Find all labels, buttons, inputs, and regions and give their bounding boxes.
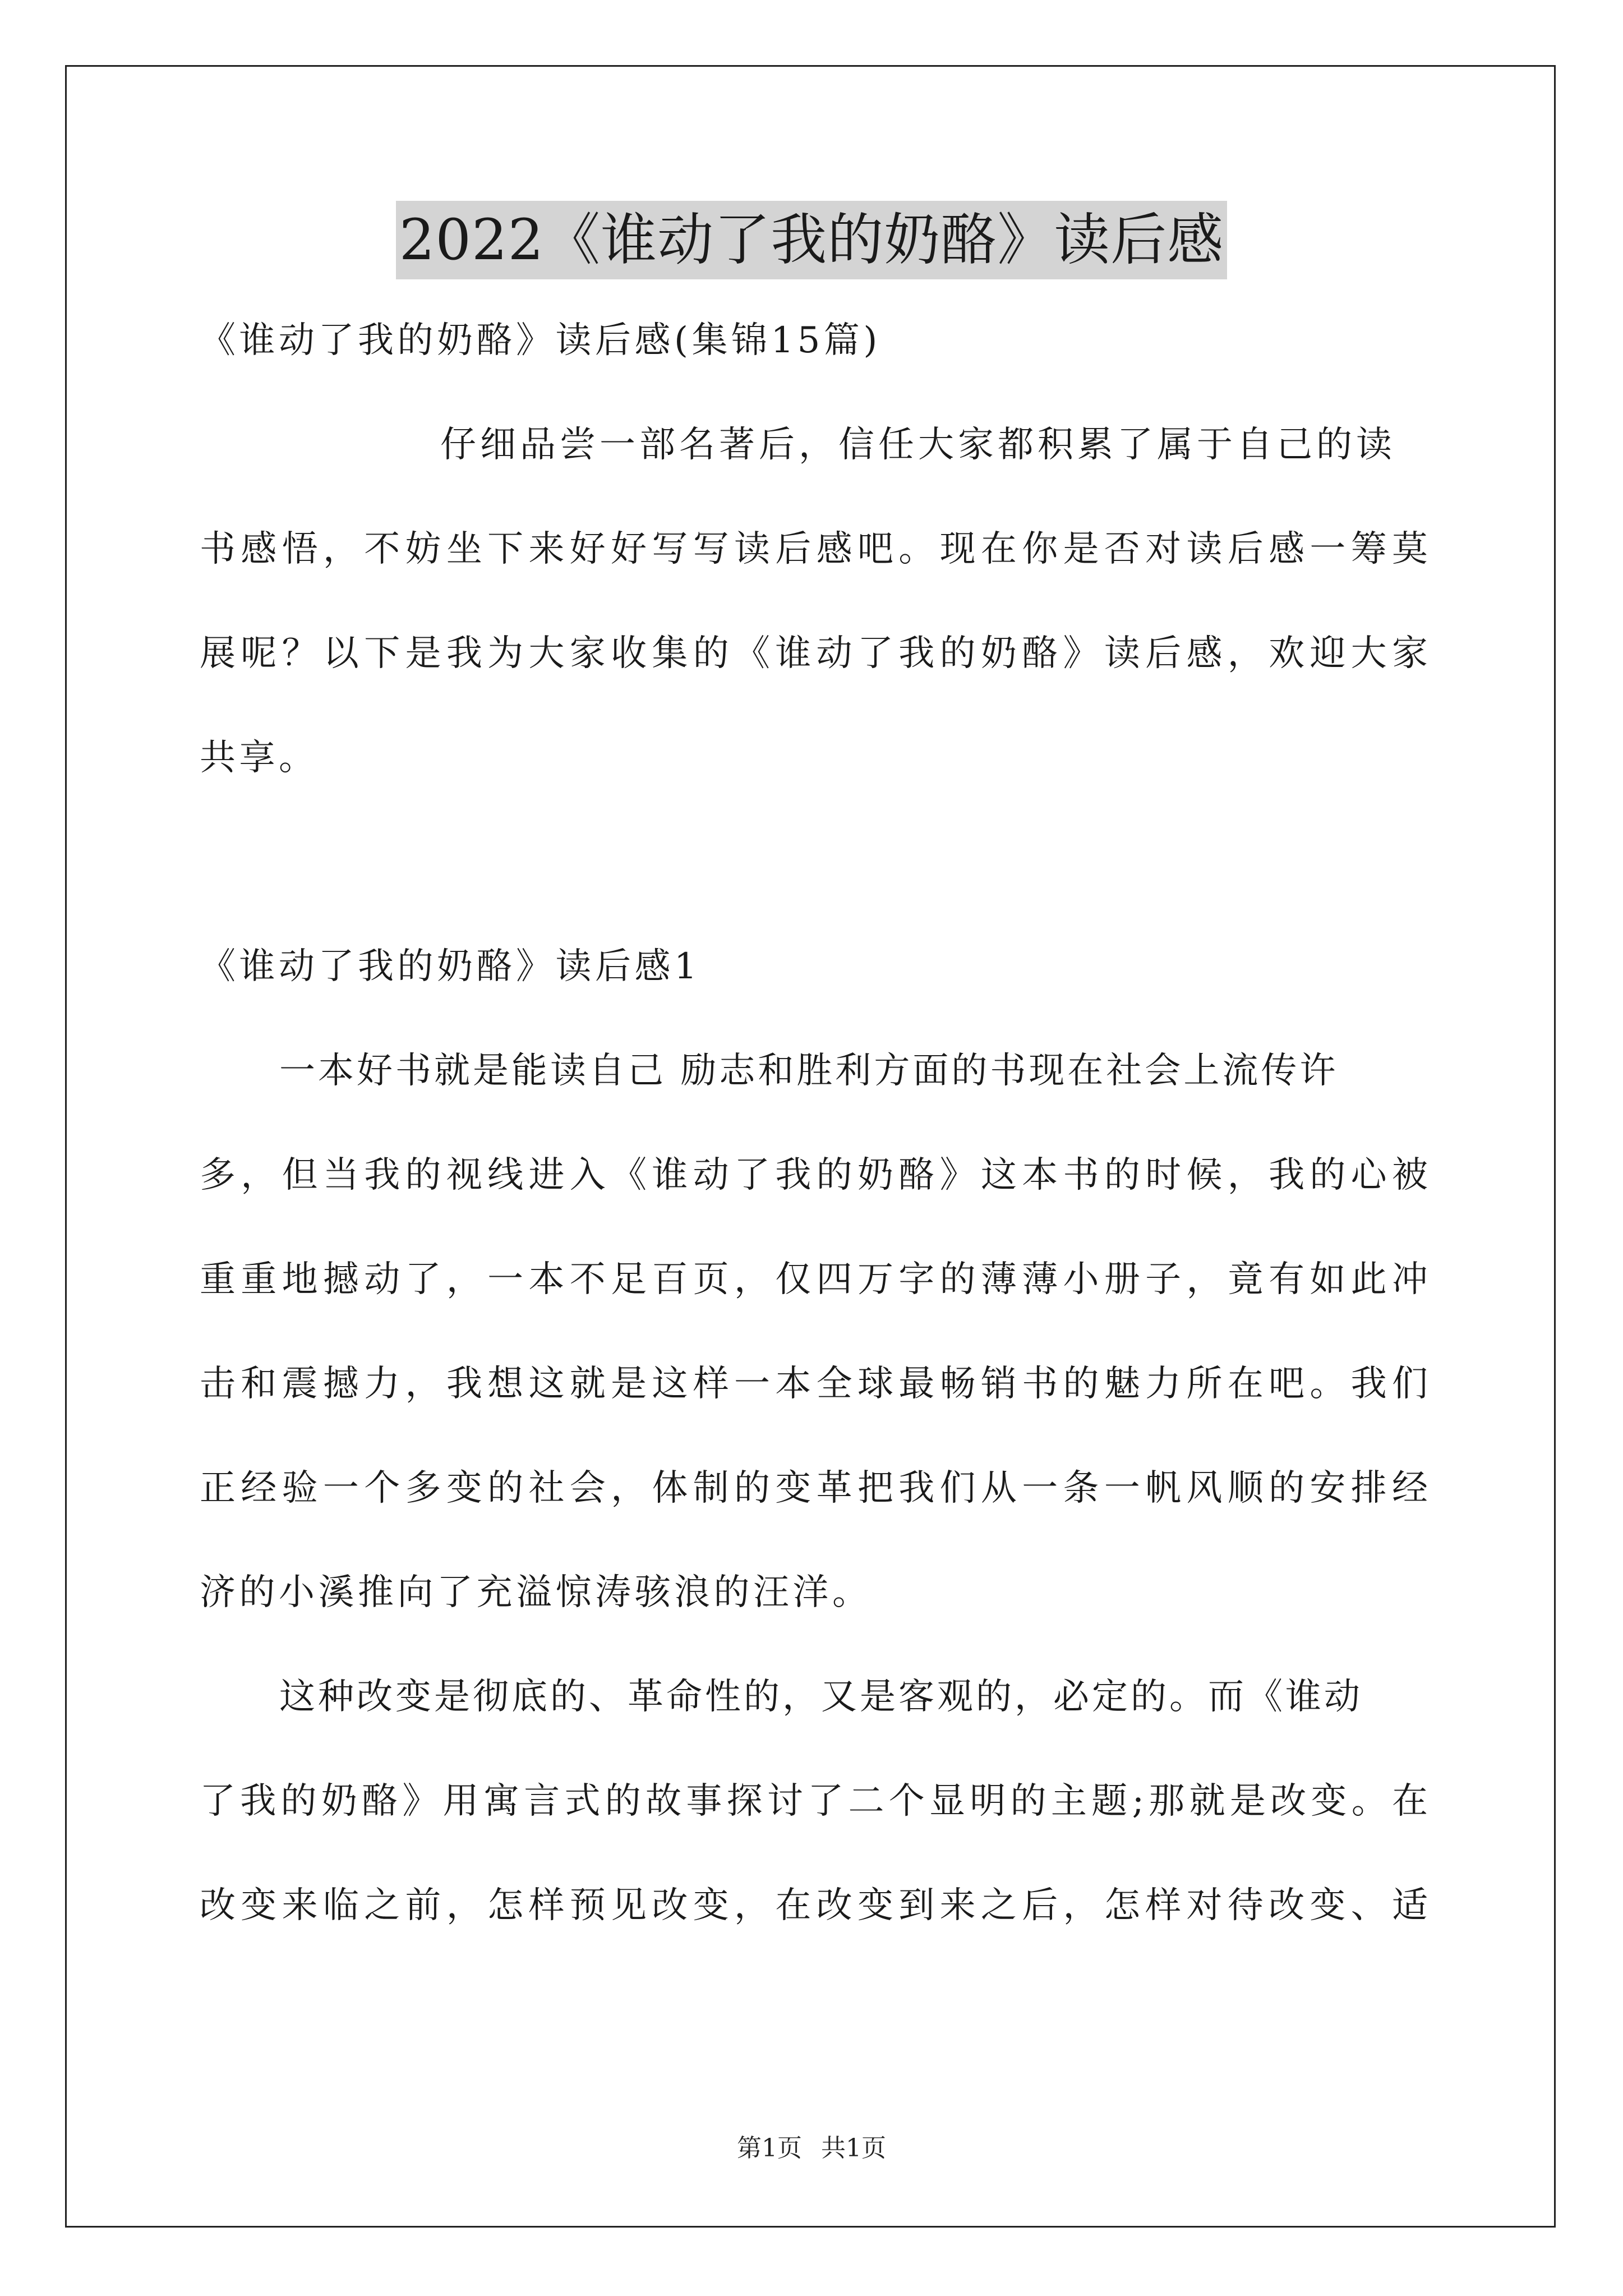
paragraph-line: 多，但当我的视线进入《谁动了我的奶酪》这本书的时候，我的心被 [200,1154,1428,1196]
page-number-current: 第1页 [737,2134,802,2162]
page-number-total: 共1页 [821,2134,886,2162]
page-footer [0,2132,1623,2165]
intro-line: 展呢？以下是我为大家收集的《谁动了我的奶酪》读后感，欢迎大家 [200,633,1428,674]
paragraph-line: 济的小溪推向了充溢惊涛骇浪的汪洋。 [200,1572,872,1613]
section-heading: 《谁动了我的奶酪》读后感1 [200,946,701,987]
intro-line: 书感悟，不妨坐下来好好写写读后感吧。现在你是否对读后感一筹莫 [200,528,1428,570]
paragraph-line: 击和震撼力，我想这就是这样一本全球最畅销书的魅力所在吧。我们 [200,1363,1428,1405]
paragraph-line: 这种改变是彻底的、革命性的，又是客观的，必定的。而《谁动 [279,1676,1363,1718]
document-title: 2022《谁动了我的奶酪》读后感 [396,201,1228,279]
paragraph-line: 一本好书就是能读自己 励志和胜利方面的书现在社会上流传许 [279,1050,1339,1092]
intro-line: 共享。 [200,737,319,779]
paragraph-line: 改变来临之前，怎样预见改变，在改变到来之后，怎样对待改变、适 [200,1885,1428,1926]
title-container [0,201,1623,279]
paragraph-line: 重重地撼动了，一本不足百页，仅四万字的薄薄小册子，竟有如此冲 [200,1259,1428,1300]
paragraph-line: 了我的奶酪》用寓言式的故事探讨了二个显明的主题;那就是改变。在 [200,1780,1428,1822]
paragraph-line: 正经验一个多变的社会，体制的变革把我们从一条一帆风顺的安排经 [200,1467,1428,1509]
document-subtitle: 《谁动了我的奶酪》读后感(集锦15篇) [200,320,881,361]
intro-line: 仔细品尝一部名著后，信任大家都积累了属于自己的读 [440,424,1396,466]
